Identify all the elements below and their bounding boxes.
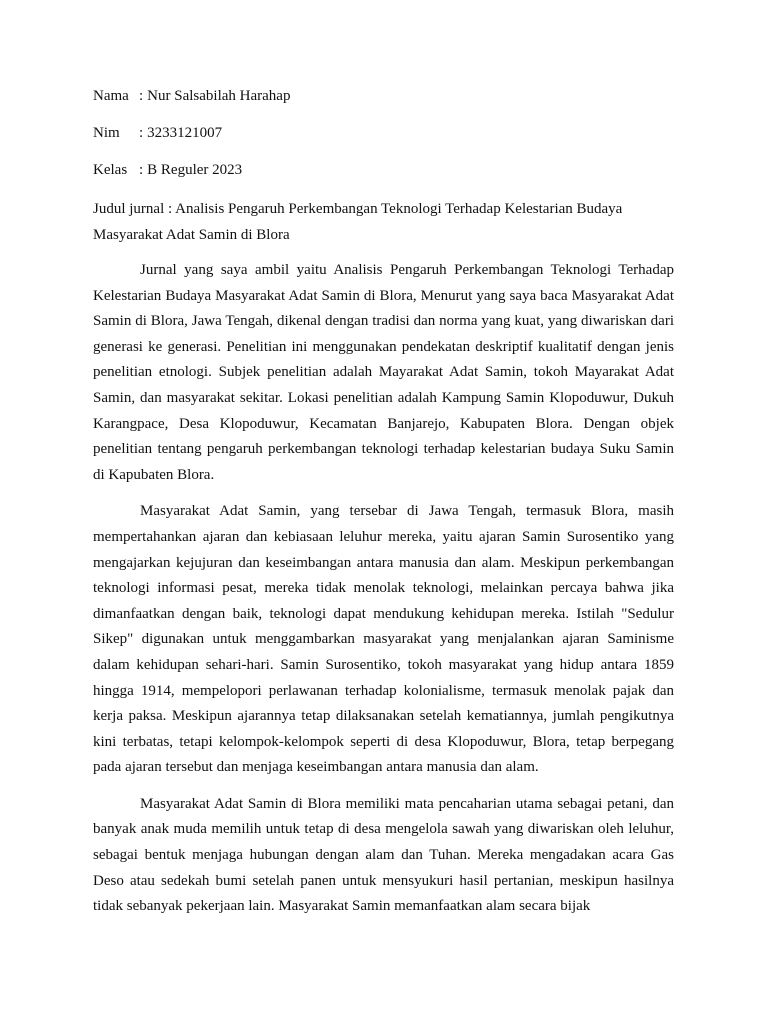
nama-separator: : [139,88,144,104]
nim-label: Nim [93,125,120,141]
journal-title [93,197,674,248]
kelas-value: B Reguler 2023 [147,162,243,178]
nama-row [93,86,674,106]
paragraph-3: Masyarakat Adat Samin di Blora memiliki mata pencaharian utama sebagai petani, dan banyak anak muda memilih untuk tetap di desa mengelola sawah yang diwariskan oleh leluhur, sebagai bentuk menjaga hubungan dengan alam dan Tuhan. Mereka mengadakan acara Gas Deso atau sedekah bumi setelah panen untuk mensyukuri hasil pertanian, meskipun hasilnya tidak sebanyak pekerjaan lain. Masyarakat Samin memanfaatkan alam secara bijak [93,795,674,915]
nim-separator: : [139,125,144,141]
journal-title-text: Analisis Pengaruh Perkembangan Teknologi Terhadap Kelestarian Budaya Masyarakat Adat Samin di Blora [93,201,623,243]
kelas-label: Kelas [93,162,128,178]
document-content [93,86,674,931]
kelas-row [93,160,674,180]
paragraph-1: Jurnal yang saya ambil yaitu Analisis Pengaruh Perkembangan Teknologi Terhadap Kelestarian Budaya Masyarakat Adat Samin di Blora, Menurut yang saya baca Masyarakat Adat Samin di Blora, Jawa Tengah, dikenal dengan tradisi dan norma yang kuat, yang diwariskan dari generasi ke generasi. Penelitian ini menggunakan pendekatan deskriptif kualitatif dengan jenis penelitian etnologi. Subjek penelitian adalah Mayarakat Adat Samin, tokoh Mayarakat Adat Samin, dan masyarakat sekitar. Lokasi penelitian adalah Kampung Samin Klopoduwur, Dukuh Karangpace, Desa Klopoduwur, Kecamatan Banjarejo, Kabupaten Blora. Dengan objek penelitian tentang pengaruh perkembangan teknologi terhadap kelestarian budaya Suku Samin di Kapubaten Blora. [93,262,674,483]
nama-value: Nur Salsabilah Harahap [147,88,291,104]
paragraph-2: Masyarakat Adat Samin, yang tersebar di Jawa Tengah, termasuk Blora, masih mempertahankan ajaran dan kebiasaan leluhur mereka, yaitu ajaran Samin Surosentiko yang mengajarkan kejujuran dan keseimbangan antara manusia dan alam. Meskipun perkembangan teknologi informasi pesat, mereka tidak menolak teknologi, melainkan percaya bahwa jika dimanfaatkan dengan baik, teknologi dapat mendukung kehidupan mereka. Istilah "Sedulur Sikep" digunakan untuk menggambarkan masyarakat yang menjalankan ajaran Saminisme dalam kehidupan sehari-hari. Samin Surosentiko, tokoh masyarakat yang hidup antara 1859 hingga 1914, mempelopori perlawanan terhadap kolonialisme, termasuk menolak pajak dan kerja paksa. Meskipun ajarannya tetap dilaksanakan setelah kematiannya, jumlah pengikutnya kini terbatas, tetapi kelompok-kelompok seperti di desa Klopoduwur, Blora, tetap berpegang pada ajaran tersebut dan menjaga keseimbangan antara manusia dan alam. [93,503,674,776]
journal-title-label: Judul jurnal : [93,201,173,217]
nim-value: 3233121007 [147,125,223,141]
nim-row [93,123,674,143]
kelas-separator: : [139,162,144,178]
nama-label: Nama [93,88,129,104]
